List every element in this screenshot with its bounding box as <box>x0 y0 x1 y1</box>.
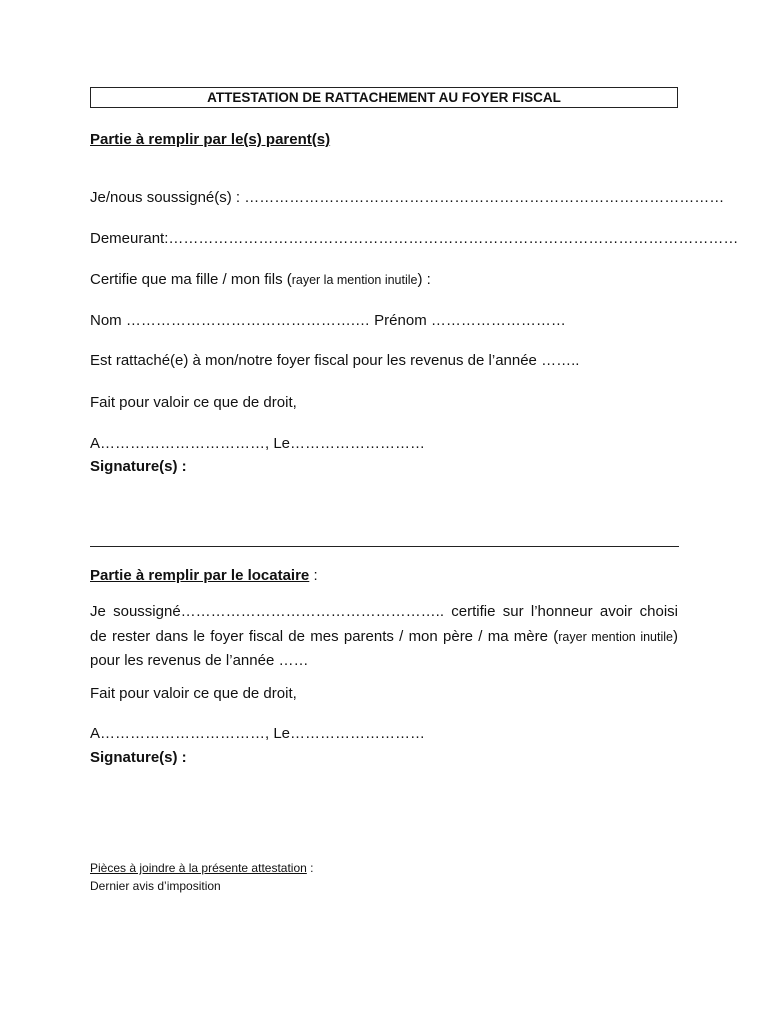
demeurant-line: Demeurant:…………………………………………………………………………………………………… <box>90 230 739 247</box>
certifie-text: Certifie que ma fille / mon fils ( <box>90 271 292 288</box>
nom-prenom-line: Nom ……………………………………….… Prénom ……………………… <box>90 312 566 329</box>
locataire-para-text: Je soussigné…………………………………………….. certifie sur l’honneur avoir choisi de rester dans le foyer fiscal de mes parents / mon père / ma mère ( <box>90 603 678 645</box>
soussigne-line: Je/nous soussigné(s) : …………………………………………………………………………………… <box>90 189 725 206</box>
certifie-end: ) : <box>417 271 431 288</box>
locataire-paragraph <box>90 600 678 674</box>
signature-label: Signature(s) : <box>90 458 187 475</box>
locataire-signature-label: Signature(s) : <box>90 749 187 766</box>
pieces-label-line <box>90 861 313 876</box>
section-separator <box>90 546 679 547</box>
locataire-heading-suffix: : <box>309 567 318 584</box>
lieu-date-line: A……………………………, Le……………………… <box>90 435 426 452</box>
locataire-para-note: rayer mention inutile <box>558 629 673 644</box>
locataire-para-end: ) pour les revenus de l’année …… <box>90 627 678 669</box>
locataire-fait-line: Fait pour valoir ce que de droit, <box>90 685 297 702</box>
fait-line: Fait pour valoir ce que de droit, <box>90 394 297 411</box>
rattache-line: Est rattaché(e) à mon/notre foyer fiscal pour les revenus de l’année …….. <box>90 352 580 369</box>
document-title: ATTESTATION DE RATTACHEMENT AU FOYER FISCAL <box>90 87 678 108</box>
certifie-note: rayer la mention inutile <box>291 273 418 287</box>
pieces-label: Pièces à joindre à la présente attestation <box>90 861 307 875</box>
pieces-label-suffix: : <box>306 861 314 875</box>
locataire-lieu-date-line: A……………………………, Le……………………… <box>90 725 426 742</box>
locataire-section-heading: Partie à remplir par le locataire <box>90 567 310 584</box>
pieces-item: Dernier avis d’imposition <box>90 879 221 893</box>
certifie-line <box>90 271 431 289</box>
parent-section-heading: Partie à remplir par le(s) parent(s) <box>90 131 331 148</box>
locataire-heading-line <box>90 567 318 585</box>
